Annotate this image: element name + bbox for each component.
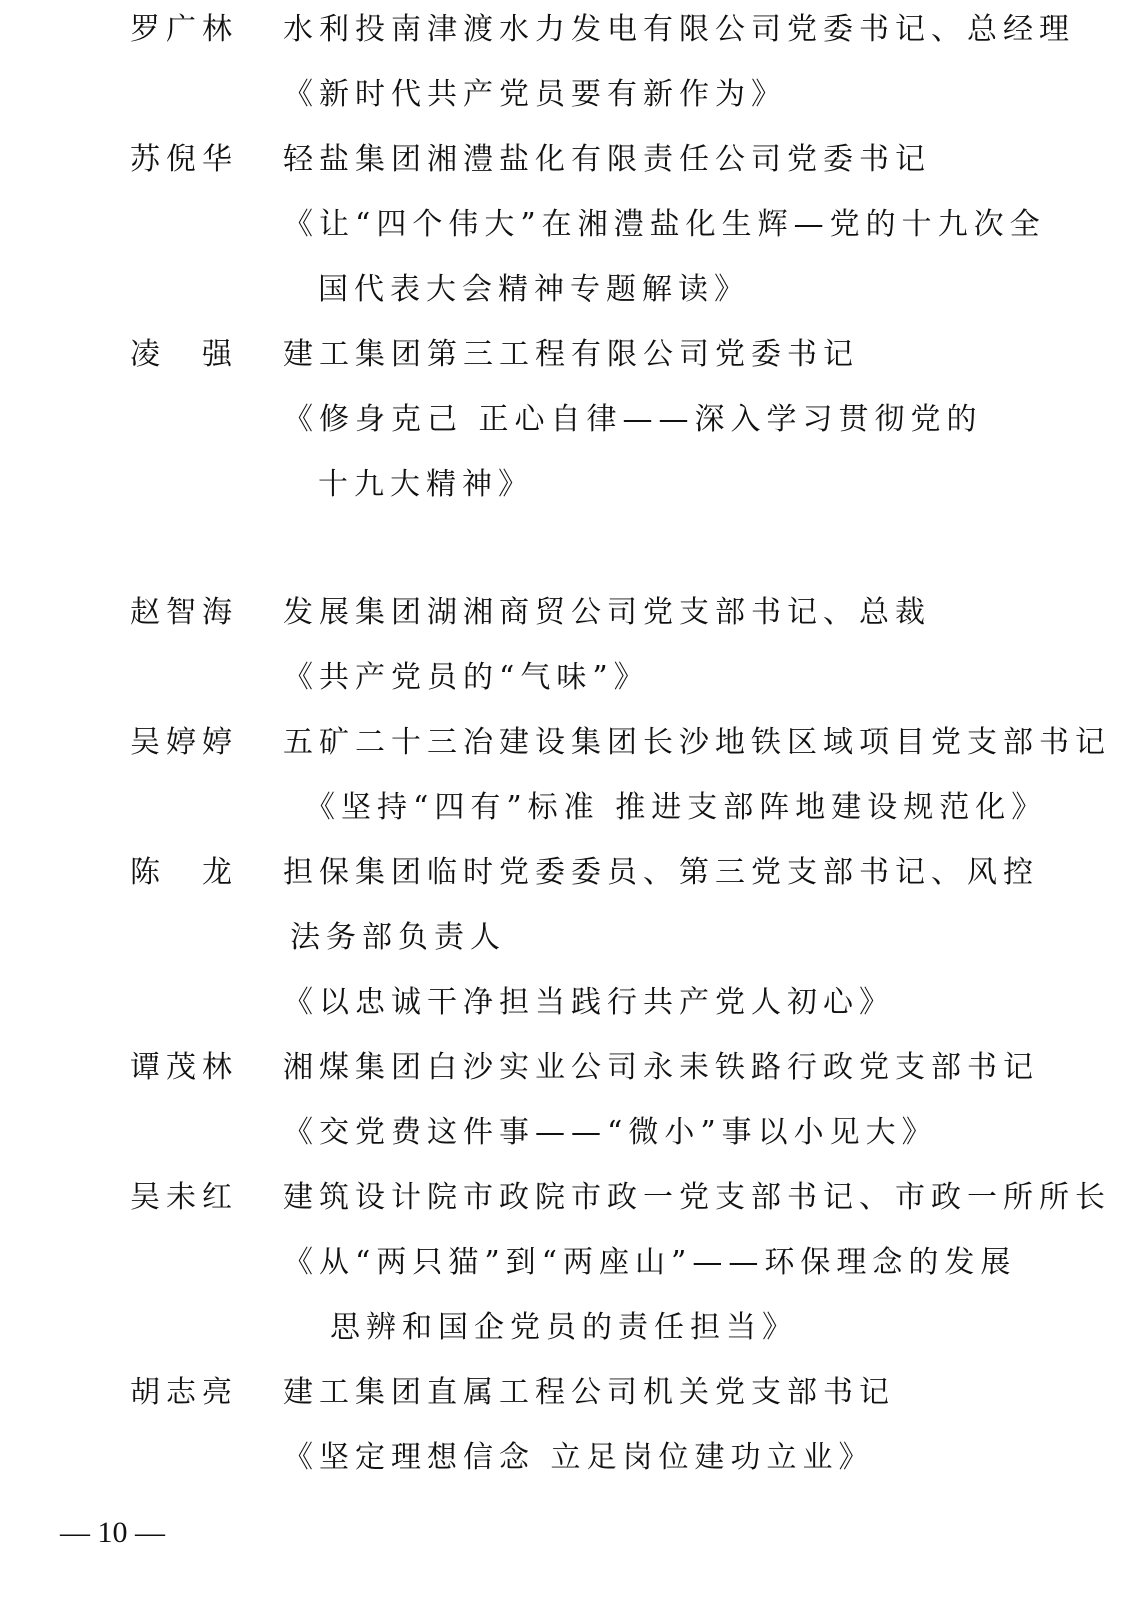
entry-position: 建筑设计院市政院市政一党支部书记、市政一所所长 bbox=[283, 1180, 1111, 1215]
entry-title: 《修身克己 正心自律——深入学习贯彻党的 bbox=[283, 402, 983, 437]
entry-title: 《交党费这件事——“微小”事以小见大》 bbox=[283, 1115, 938, 1150]
entry-position: 建工集团直属工程公司机关党支部书记 bbox=[283, 1375, 895, 1410]
entry-name: 凌 强 bbox=[130, 337, 238, 372]
entry-title: 《共产党员的“气味”》 bbox=[283, 660, 650, 695]
entry-position: 水利投南津渡水力发电有限公司党委书记、总经理 bbox=[283, 12, 1075, 47]
entry-name: 吴未红 bbox=[130, 1180, 238, 1215]
entry-title: 《坚持“四有”标准 推进支部阵地建设规范化》 bbox=[305, 790, 1048, 825]
entry-title: 《从“两只猫”到“两座山”——环保理念的发展 bbox=[283, 1245, 1017, 1280]
entry-position: 五矿二十三冶建设集团长沙地铁区域项目党支部书记 bbox=[283, 725, 1111, 760]
entry-position: 湘煤集团白沙实业公司永耒铁路行政党支部书记 bbox=[283, 1050, 1039, 1085]
entry-position: 轻盐集团湘澧盐化有限责任公司党委书记 bbox=[283, 142, 931, 177]
entry-title-continued: 思辨和国企党员的责任担当》 bbox=[330, 1310, 798, 1345]
entry-title: 《坚定理想信念 立足岗位建功立业》 bbox=[283, 1440, 875, 1475]
entry-title-continued: 十九大精神》 bbox=[318, 467, 534, 502]
entry-position: 建工集团第三工程有限公司党委书记 bbox=[283, 337, 859, 372]
entry-title: 《新时代共产党员要有新作为》 bbox=[283, 77, 787, 112]
entry-position: 担保集团临时党委委员、第三党支部书记、风控 bbox=[283, 855, 1039, 890]
entry-position-continued: 法务部负责人 bbox=[290, 920, 506, 955]
entry-name: 吴婷婷 bbox=[130, 725, 238, 760]
entry-name: 陈 龙 bbox=[130, 855, 238, 890]
page-number: — 10 — bbox=[60, 1516, 165, 1549]
entry-title-continued: 国代表大会精神专题解读》 bbox=[318, 272, 750, 307]
entry-name: 苏倪华 bbox=[130, 142, 238, 177]
entry-name: 赵智海 bbox=[130, 595, 238, 630]
entry-position: 发展集团湖湘商贸公司党支部书记、总裁 bbox=[283, 595, 931, 630]
entry-title: 《让“四个伟大”在湘澧盐化生辉—党的十九次全 bbox=[283, 207, 1046, 242]
entry-name: 胡志亮 bbox=[130, 1375, 238, 1410]
entry-name: 罗广林 bbox=[130, 12, 238, 47]
entry-name: 谭茂林 bbox=[130, 1050, 238, 1085]
entry-title: 《以忠诚干净担当践行共产党人初心》 bbox=[283, 985, 895, 1020]
